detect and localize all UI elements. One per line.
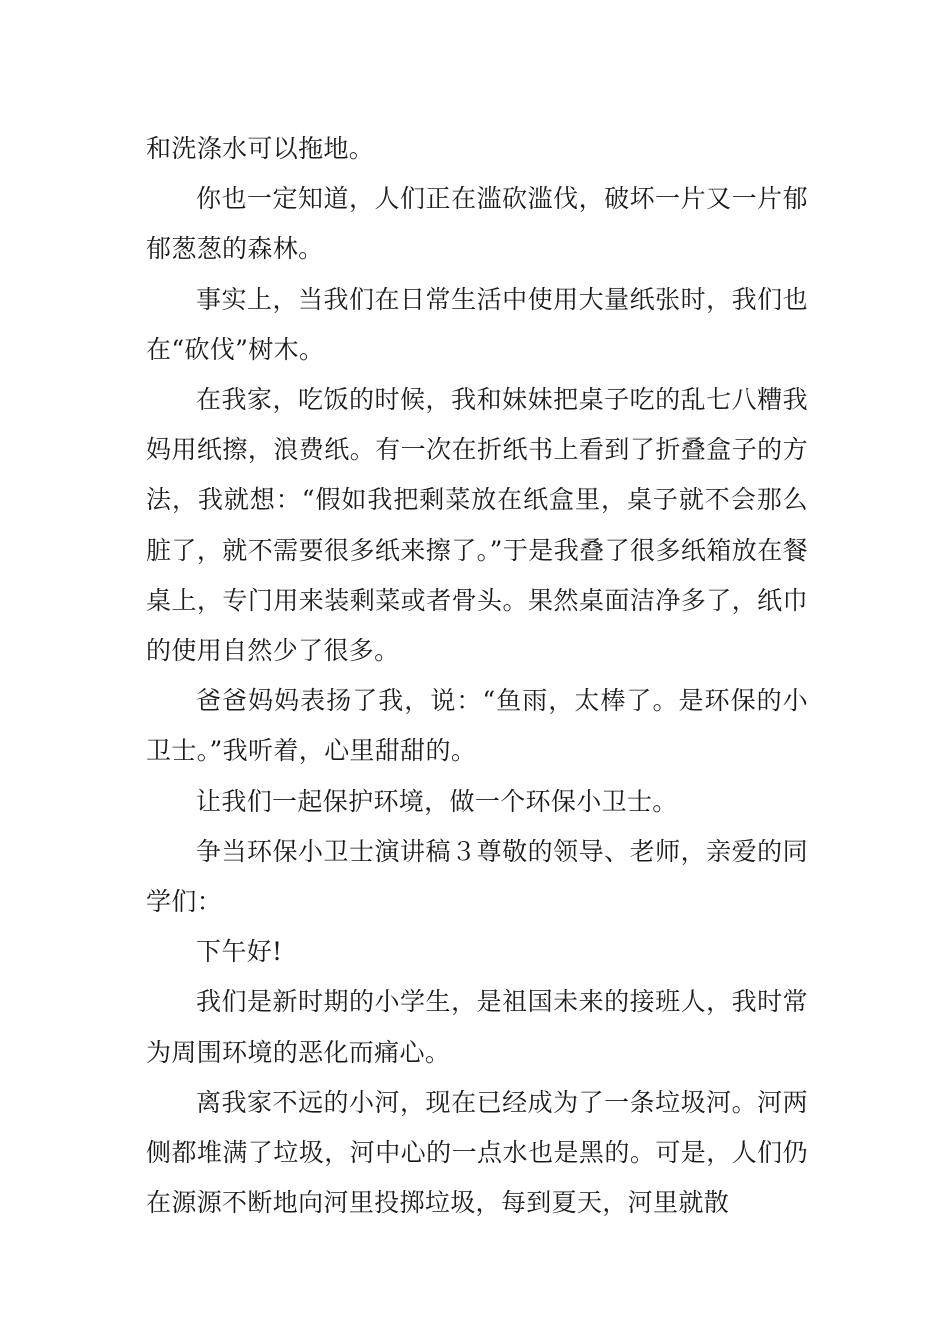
paragraph-good-afternoon: 下午好!: [196, 937, 283, 967]
paragraph-students-intro: 我们是新时期的小学生，是祖国未来的接班人，我时常为周围环境的恶化而痛心。: [146, 987, 808, 1067]
paragraph-polluted-river: 离我家不远的小河，现在已经成为了一条垃圾河。河两侧都堆满了垃圾，河中心的一点水也是黑的。可是，人们仍在源源不断地向河里投掷垃圾，每到夏天，河里就散: [146, 1087, 808, 1218]
paragraph-speech-3-greeting: 争当环保小卫士演讲稿３尊敬的领导、老师，亲爱的同学们：: [146, 836, 808, 917]
paragraph-continuation: 和洗涤水可以拖地。: [146, 134, 375, 163]
paragraph-paper-boxes: 在我家，吃饭的时候，我和妹妹把桌子吃的乱七八糟我妈用纸擦，浪费纸。有一次在折纸书上看到了折叠盒子的方法，我就想：“假如我把剩菜放在纸盒里，桌子就不会那么脏了，就不需要很多纸来擦了。”于是我叠了很多纸箱放在餐桌上，专门用来装剩菜或者骨头。果然桌面洁净多了，纸巾的使用自然少了很多。: [146, 385, 808, 666]
paragraph-praise: 爸爸妈妈表扬了我，说：“鱼雨，太棒了。是环保的小卫士。”我听着，心里甜甜的。: [146, 686, 808, 766]
paragraph-call-to-action: 让我们一起保护环境，做一个环保小卫士。: [196, 786, 678, 816]
paragraph-deforestation: 你也一定知道，人们正在滥砍滥伐，破坏一片又一片郁郁葱葱的森林。: [146, 184, 808, 264]
document-body: [146, 124, 808, 1228]
paragraph-paper-usage: 事实上，当我们在日常生活中使用大量纸张时，我们也在“砍伐”树木。: [146, 284, 808, 364]
